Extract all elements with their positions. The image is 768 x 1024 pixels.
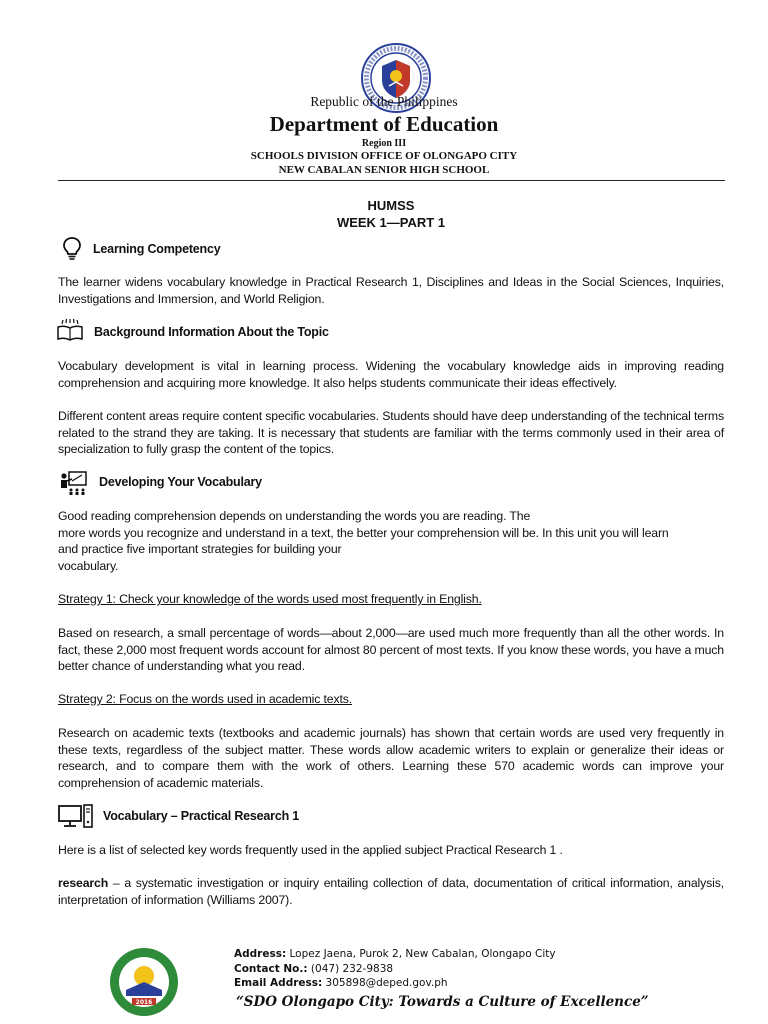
footer-motto: “SDO Olongapo City: Towards a Culture of Excellence” [236, 994, 649, 1010]
footer-address [234, 948, 556, 960]
competency-text: The learner widens vocabulary knowledge in Practical Research 1, Disciplines and Ideas in the Social Sciences, Inquiries, Investigations and Immersion, and World Religion. [58, 275, 724, 306]
developing-intro-line-2: more words you recognize and understand in a text, the better your comprehension will be. In this unit you will learn [58, 526, 669, 540]
strategy-2-text: Research on academic texts (textbooks and academic journals) has shown that certain words are used very frequently in these texts, regardless of the subject matter. These words allow academic writers to explain or generalize their ideas or research, and to compare them with the work of others. Learning these 570 academic words can improve your comprehension of academic materials. [58, 726, 724, 791]
teacher-icon [58, 470, 88, 496]
footer-address-value: Lopez Jaena, Purok 2, New Cabalan, Olongapo City [286, 948, 556, 960]
developing-intro-line-1: Good reading comprehension depends on understanding the words you are reading. The [58, 509, 531, 523]
developing-title: Developing Your Vocabulary [99, 475, 262, 489]
header-department: Department of Education [269, 112, 499, 136]
computer-icon [58, 804, 94, 828]
header-region: Region III [361, 138, 407, 149]
competency-title: Learning Competency [93, 242, 221, 256]
lightbulb-icon [62, 236, 82, 260]
footer-contact [234, 963, 393, 975]
vocab-title: Vocabulary – Practical Research 1 [103, 809, 300, 823]
footer-email-value: 305898@deped.gov.ph [322, 977, 448, 989]
background-paragraph-2: Different content areas require content specific vocabularies. Students should have deep understanding of the technical terms related to the strand they are taking. It is necessary that students are familiar with the terms commonly used in their area of specialization to fully grasp the content of the topics. [58, 409, 724, 457]
footer-contact-label: Contact No.: [234, 963, 308, 975]
header-school: NEW CABALAN SENIOR HIGH SCHOOL [278, 164, 490, 176]
vocab-definition: – a systematic investigation or inquiry entailing collection of data, documentation of critical information, analysis, interpretation of information (Williams 2007). [58, 876, 724, 907]
vocab-term: research [58, 876, 109, 890]
vocab-intro: Here is a list of selected key words frequently used in the applied subject Practical Research 1 . [58, 843, 563, 857]
open-book-icon [56, 318, 84, 342]
subject-title: HUMSS [367, 198, 415, 213]
footer-contact-value: (047) 232-9838 [307, 963, 394, 975]
week-title: WEEK 1—PART 1 [336, 215, 446, 230]
strategy-2-title: Strategy 2: Focus on the words used in academic texts. [58, 692, 353, 706]
header-divider [58, 180, 725, 181]
background-title: Background Information About the Topic [94, 325, 329, 339]
strategy-1-text: Based on research, a small percentage of words—about 2,000—are used much more frequently than all the other words. In fact, these 2,000 most frequent words account for almost 80 percent of most texts. If you know these words, you have a much better chance of understanding what you read. [58, 626, 724, 674]
header-division: SCHOOLS DIVISION OFFICE OF OLONGAPO CITY [250, 150, 518, 162]
footer-address-label: Address: [234, 948, 287, 960]
developing-intro-line-4: vocabulary. [58, 559, 119, 573]
vocab-entry-research [58, 875, 724, 908]
school-logo-icon [104, 946, 184, 1018]
header-republic: Republic of the Philippines [310, 94, 458, 109]
developing-intro-line-3: and practice five important strategies for building your [58, 542, 342, 556]
footer-email-label: Email Address: [234, 977, 323, 989]
strategy-1-title: Strategy 1: Check your knowledge of the words used most frequently in English. [58, 592, 482, 606]
background-paragraph-1: Vocabulary development is vital in learning process. Widening the vocabulary knowledge aids in improving reading comprehension and acquiring more knowledge. It also helps students communicate their ideas effectively. [58, 359, 724, 390]
school-logo-year: 2016 [135, 999, 153, 1006]
footer-email [234, 977, 448, 989]
